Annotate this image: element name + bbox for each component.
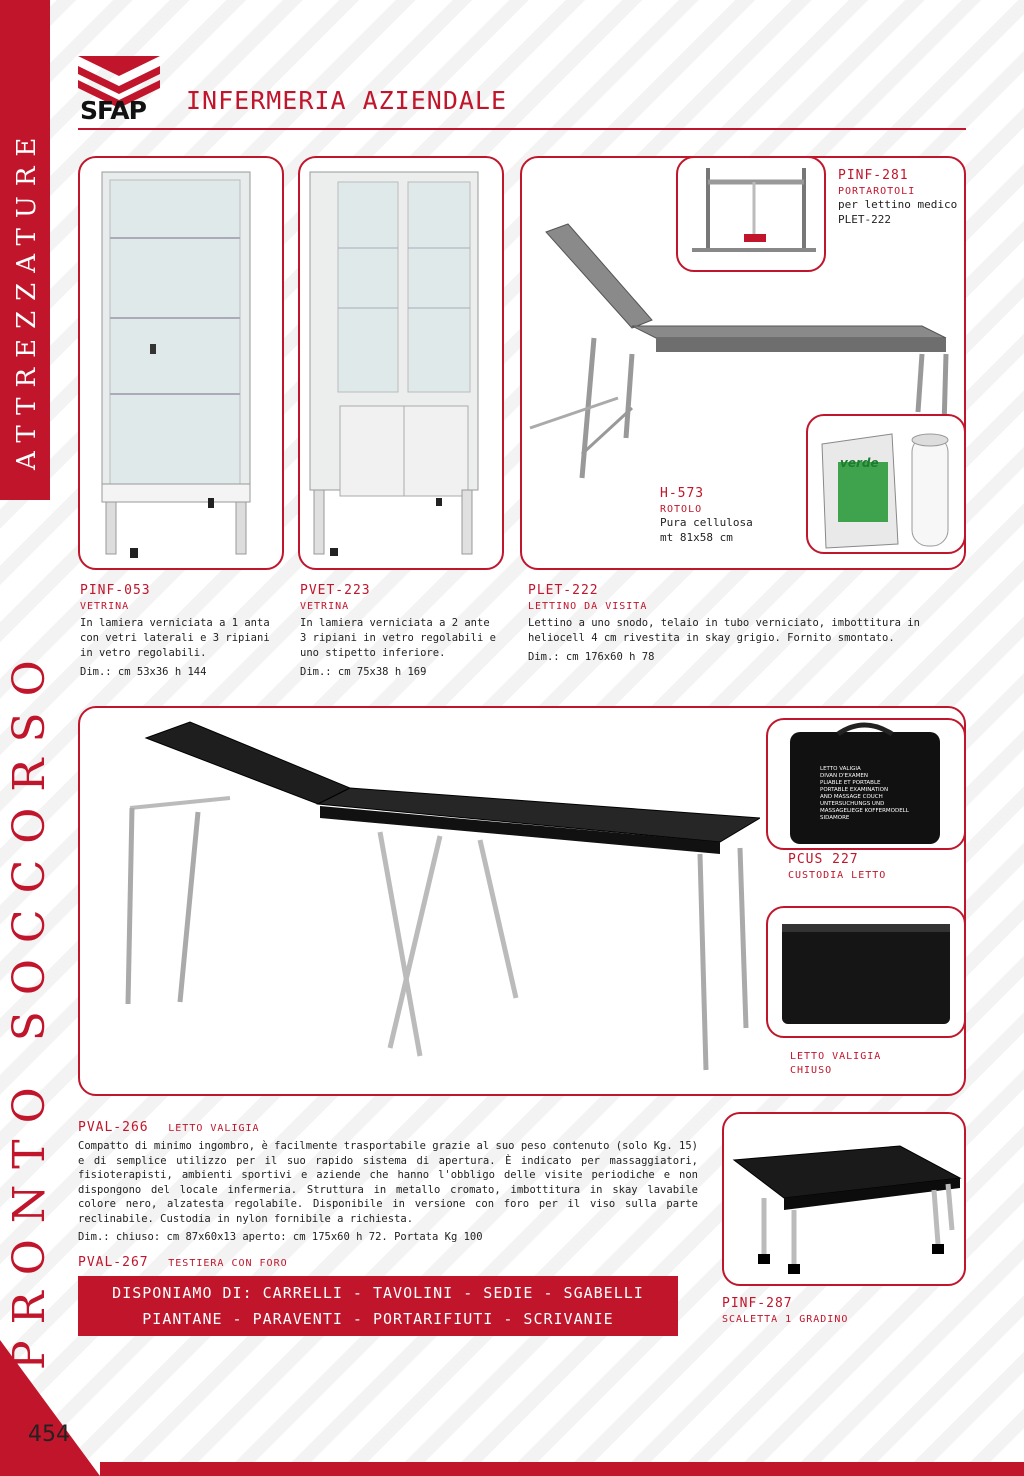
bag-label xyxy=(820,766,909,822)
bag-label-line7: MASSAGELIEGE KOFFERMODELL xyxy=(820,808,909,814)
name-pval267: TESTIERA CON FORO xyxy=(168,1258,288,1269)
code-pinf287: PINF-287 xyxy=(722,1296,793,1311)
code-pval267: PVAL-267 xyxy=(78,1255,149,1270)
name-pcus227: CUSTODIA LETTO xyxy=(788,870,887,881)
code-pcus227: PCUS 227 xyxy=(788,852,859,867)
letto-chiuso-line2: CHIUSO xyxy=(790,1065,833,1076)
paper-roll-illustration xyxy=(808,416,966,554)
bag-label-line2: DIVAN D'EXAMEN xyxy=(820,773,868,779)
product-image-pcus227 xyxy=(766,718,966,850)
page-title: INFERMERIA AZIENDALE xyxy=(186,86,508,115)
caption-pinf281 xyxy=(838,168,958,227)
text-pinf281-line1: per lettino medico xyxy=(838,198,958,211)
bag-label-line1: LETTO VALIGIA xyxy=(820,766,861,772)
name-pinf053: VETRINA xyxy=(80,601,130,612)
code-plet222: PLET-222 xyxy=(528,583,599,598)
banner-line1: DISPONIAMO DI: CARRELLI - TAVOLINI - SEDIE - SGABELLI xyxy=(112,1284,644,1302)
letto-chiuso-line1: LETTO VALIGIA xyxy=(790,1051,882,1062)
step-stool-illustration xyxy=(724,1114,966,1286)
dims-pinf053: Dim.: cm 53x36 h 144 xyxy=(80,666,207,678)
header-divider xyxy=(78,128,966,130)
text-h573-line1: Pura cellulosa xyxy=(660,516,753,529)
desc-pinf053: In lamiera verniciata a 1 anta con vetri laterali e 3 ripiani in vetro regolabili. xyxy=(80,617,270,659)
roll-brand-label: verde xyxy=(840,456,879,470)
caption-pinf053 xyxy=(80,583,280,678)
page-number: 454 xyxy=(28,1422,70,1447)
caption-plet222 xyxy=(528,583,968,663)
product-image-pinf287 xyxy=(722,1112,966,1286)
cabinet-single-illustration xyxy=(80,158,284,570)
bag-label-line6: UNTERSUCHUNGS UND xyxy=(820,801,885,807)
product-image-pvet223 xyxy=(298,156,504,570)
code-pinf053: PINF-053 xyxy=(80,583,151,598)
name-pval266: LETTO VALIGIA xyxy=(168,1123,260,1134)
caption-pvet223 xyxy=(300,583,500,678)
bag-label-line5: AND MASSAGE COUCH xyxy=(820,794,883,800)
dims-pvet223: Dim.: cm 75x38 h 169 xyxy=(300,666,427,678)
code-h573: H-573 xyxy=(660,486,705,501)
product-image-pinf053 xyxy=(78,156,284,570)
product-image-letto-chiuso xyxy=(766,906,966,1038)
name-h573: ROTOLO xyxy=(660,504,703,515)
sidebar-category-text: ATTREZZATURE xyxy=(12,127,42,470)
banner-line2: PIANTANE - PARAVENTI - PORTARIFIUTI - SCRIVANIE xyxy=(142,1310,614,1328)
name-pinf281: PORTAROTOLI xyxy=(838,186,916,197)
availability-banner xyxy=(78,1276,678,1336)
name-plet222: LETTINO DA VISITA xyxy=(528,601,648,612)
closed-case-illustration xyxy=(768,908,966,1038)
code-pinf281: PINF-281 xyxy=(838,168,909,183)
caption-letto-chiuso xyxy=(790,1048,960,1076)
code-pvet223: PVET-223 xyxy=(300,583,371,598)
desc-plet222: Lettino a uno snodo, telaio in tubo verniciato, imbottitura in heliocell 4 cm rivestita in skay grigio. Fornito smontato. xyxy=(528,617,920,644)
cabinet-double-illustration xyxy=(300,158,504,570)
dims-plet222: Dim.: cm 176x60 h 78 xyxy=(528,651,655,663)
folding-couch-illustration xyxy=(80,708,760,1096)
product-image-pinf281 xyxy=(676,156,826,272)
caption-pcus227 xyxy=(788,852,958,881)
desc-pval266: Compatto di minimo ingombro, è facilmente trasportabile grazie al suo peso contenuto (solo Kg. 15) e di semplice utilizzo per il suo rapido sistema di apertura. È indicato per massaggiatori, fisioterapisti, ambienti sportivi e aziende che hanno l'obbligo delle visite periodiche e non dispongono del locale infermeria. Struttura in metallo cromato, imbottitura in skay lavabile colore nero, alzatesta regolabile. Disponibile in versione con foro per il viso sulla parte reclinabile. Custodia in nylon fornibile a richiesta. xyxy=(78,1140,698,1225)
roll-holder-illustration xyxy=(678,158,826,272)
name-pvet223: VETRINA xyxy=(300,601,350,612)
desc-pvet223: In lamiera verniciata a 2 ante 3 ripiani in vetro regolabili e uno stipetto inferiore. xyxy=(300,617,496,659)
bag-label-line3: PLIABLE ET PORTABLE xyxy=(820,780,881,786)
caption-pval266 xyxy=(78,1116,698,1270)
bag-label-line4: PORTABLE EXAMINATION xyxy=(820,787,889,793)
bottom-red-bar xyxy=(100,1462,1024,1476)
caption-pinf287 xyxy=(722,1296,962,1325)
bag-label-line8: SIDAMORE xyxy=(820,815,850,821)
sidebar-top-label xyxy=(0,0,50,500)
section-title-vertical: PRONTO SOCCORSO xyxy=(4,644,55,1370)
text-h573-line2: mt 81x58 cm xyxy=(660,531,733,544)
caption-h573 xyxy=(660,486,800,545)
product-image-h573 xyxy=(806,414,966,554)
text-pinf281-line2: PLET-222 xyxy=(838,213,891,226)
name-pinf287: SCALETTA 1 GRADINO xyxy=(722,1314,849,1325)
dims-pval266: Dim.: chiuso: cm 87x60x13 aperto: cm 175x60 h 72. Portata Kg 100 xyxy=(78,1231,483,1243)
logo-text: SFAP xyxy=(80,96,146,125)
code-pval266: PVAL-266 xyxy=(78,1120,149,1135)
